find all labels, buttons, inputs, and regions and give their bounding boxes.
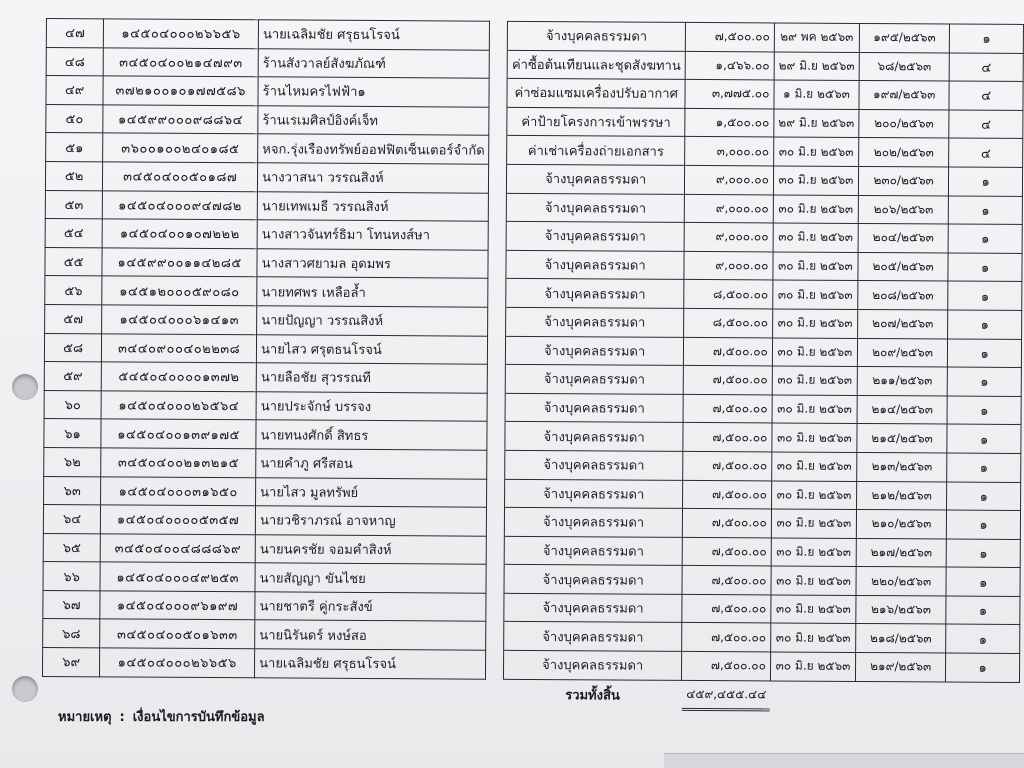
- reason-code: ๑: [947, 453, 1021, 482]
- document-number: ๑๙๗/๒๕๖๓: [859, 81, 950, 110]
- item-description: ค่าซื้อต้นเทียนและชุดสังฆทาน: [507, 50, 685, 80]
- binder-hole-bottom: [12, 676, 38, 702]
- document-number: ๒๐๙/๒๕๖๓: [857, 338, 948, 367]
- document-number: ๒๑๒/๒๕๖๓: [856, 481, 947, 510]
- item-description: จ้างบุคคลธรรมดา: [506, 221, 684, 251]
- tax-id: ๑๔๕๐๔๐๐๐๙๔๗๘๒: [102, 190, 257, 220]
- row-number: ๕๔: [45, 219, 102, 248]
- date: ๒๙ พค ๒๕๖๓: [774, 23, 859, 52]
- item-description: จ้างบุคคลธรรมดา: [504, 536, 682, 566]
- column-gap: [488, 364, 506, 393]
- column-gap: [489, 107, 507, 136]
- tax-id: ๑๔๕๐๔๐๐๐๒๖๕๖๔: [101, 391, 256, 421]
- document-number: ๒๑๐/๒๕๖๓: [856, 510, 947, 539]
- amount: ๑,๕๐๐.๐๐: [685, 108, 774, 137]
- row-number: ๕๒: [45, 161, 102, 190]
- item-description: จ้างบุคคลธรรมดา: [506, 336, 684, 366]
- date: ๓๐ มิ.ย ๒๕๖๓: [771, 538, 856, 567]
- reason-code: ๔: [949, 81, 1023, 110]
- date: ๓๐ มิ.ย ๒๕๖๓: [772, 395, 857, 424]
- date: ๓๐ มิ.ย ๒๕๖๓: [771, 509, 856, 538]
- document-number: ๒๑๓/๒๕๖๓: [857, 452, 948, 481]
- document-number: ๒๓๐/๒๕๖๓: [858, 166, 949, 195]
- vendor-name: นายทศพร เหลือล้ำ: [257, 277, 489, 307]
- row-number: ๔๗: [46, 19, 103, 48]
- column-gap: [488, 336, 506, 365]
- row-number: ๔๙: [46, 76, 103, 105]
- document-number: ๖๘/๒๕๖๓: [859, 52, 950, 81]
- document-number: ๒๐๖/๒๕๖๓: [858, 195, 949, 224]
- vendor-name: นายนิรันดร์ หงษ์สอ: [255, 620, 487, 650]
- row-number: ๖๒: [44, 447, 101, 476]
- vendor-name: นายวชิราภรณ์ อาจหาญ: [255, 506, 487, 536]
- vendor-name: นายคำภู ศรีสอน: [256, 449, 488, 479]
- amount: ๙,๐๐๐.๐๐: [684, 223, 773, 252]
- column-gap: [490, 50, 508, 79]
- vendor-name: นายเทพเมธี วรรณสิงห์: [257, 191, 489, 221]
- row-number: ๕๕: [45, 247, 102, 276]
- document-number: ๒๐๕/๒๕๖๓: [858, 252, 949, 281]
- remark-label: หมายเหตุ: [58, 710, 112, 725]
- tax-id: ๑๔๕๐๔๐๐๑๐๗๒๒๒: [102, 219, 257, 249]
- document-number: ๒๑๑/๒๕๖๓: [857, 367, 948, 396]
- reason-code: ๑: [948, 224, 1022, 253]
- remark-note: [58, 706, 265, 727]
- document-number: ๒๑๔/๒๕๖๓: [857, 395, 948, 424]
- row-number: ๖๖: [43, 562, 100, 591]
- tax-id: ๑๔๕๐๔๐๐๑๓๙๑๗๕: [101, 419, 256, 449]
- date: ๓๐ มิ.ย ๒๕๖๓: [772, 337, 857, 366]
- reason-code: ๑: [950, 24, 1024, 53]
- vendor-name: นายปัญญา วรรณสิงห์: [257, 306, 489, 336]
- vendor-name: นางสาวศยามล อุดมพร: [257, 249, 489, 279]
- vendor-name: นายนครชัย จอมคำสิงห์: [255, 534, 487, 564]
- row-number: ๕๖: [45, 276, 102, 305]
- row-number: ๕๗: [45, 304, 102, 333]
- document-number: ๒๐๗/๒๕๖๓: [857, 309, 948, 338]
- row-number: ๖๘: [43, 619, 100, 648]
- tax-id: ๑๔๕๐๔๐๐๐๔๙๒๕๓: [100, 562, 255, 592]
- amount: ๗,๕๐๐.๐๐: [683, 366, 772, 395]
- row-number: ๕๑: [46, 133, 103, 162]
- item-description: จ้างบุคคลธรรมดา: [504, 650, 682, 680]
- total-label: รวมทั้งสิ้น: [565, 687, 620, 704]
- reason-code: ๑: [948, 253, 1022, 282]
- date: ๓๐ มิ.ย ๒๕๖๓: [772, 452, 857, 481]
- column-gap: [486, 650, 504, 679]
- amount: ๓,๗๗๕.๐๐: [685, 80, 774, 109]
- row-number: ๖๐: [44, 390, 101, 419]
- amount: ๘,๕๐๐.๐๐: [684, 280, 773, 309]
- vendor-name: ร้านสังวาลย์สังฆภัณฑ์: [258, 48, 490, 78]
- amount: ๙,๐๐๐.๐๐: [684, 165, 773, 194]
- vendor-name: นายไสว มูลทรัพย์: [256, 477, 488, 507]
- reason-code: ๑: [946, 624, 1020, 653]
- amount: ๓,๐๐๐.๐๐: [685, 137, 774, 166]
- item-description: จ้างบุคคลธรรมดา: [506, 307, 684, 337]
- reason-code: ๑: [947, 510, 1021, 539]
- reason-code: ๑: [947, 482, 1021, 511]
- column-gap: [487, 507, 505, 536]
- row-number: ๖๙: [42, 648, 99, 677]
- item-description: ค่าป้ายโครงการเข้าพรรษา: [507, 107, 685, 137]
- tax-id: ๓๔๕๐๔๐๐๔๘๘๘๖๙: [100, 534, 255, 564]
- tax-id: ๓๔๕๐๔๐๐๒๑๓๒๑๕: [101, 448, 256, 478]
- document-number: ๒๑๘/๒๕๖๓: [856, 624, 947, 653]
- tax-id: ๓๔๕๐๔๐๐๕๐๑๘๗: [103, 162, 258, 192]
- item-description: จ้างบุคคลธรรมดา: [505, 422, 683, 452]
- item-description: จ้างบุคคลธรรมดา: [504, 622, 682, 652]
- item-description: ค่าเช่าเครื่องถ่ายเอกสาร: [507, 136, 685, 166]
- document-number: ๑๙๕/๒๕๖๓: [859, 23, 950, 52]
- reason-code: ๑: [948, 310, 1022, 339]
- column-gap: [489, 136, 507, 165]
- column-gap: [489, 193, 507, 222]
- remark-text: เงื่อนไขการบันทึกข้อมูล: [132, 710, 265, 725]
- total-amount: ๔๕๙,๔๕๕.๔๔: [681, 680, 770, 710]
- reason-code: ๑: [948, 281, 1022, 310]
- row-number: ๖๔: [43, 505, 100, 534]
- amount: ๗,๕๐๐.๐๐: [683, 451, 772, 480]
- item-description: จ้างบุคคลธรรมดา: [505, 364, 683, 394]
- vendor-name: นางสาวจันทร์ธิมา โทนหงส์ษา: [257, 220, 489, 250]
- document-number: ๒๑๖/๒๕๖๓: [856, 595, 947, 624]
- item-description: จ้างบุคคลธรรมดา: [508, 21, 686, 51]
- item-description: จ้างบุคคลธรรมดา: [504, 593, 682, 623]
- tax-id: ๕๔๕๐๔๐๐๐๐๑๓๗๒: [101, 362, 256, 392]
- amount: ๗,๕๐๐.๐๐: [682, 537, 771, 566]
- reason-code: ๑: [949, 196, 1023, 225]
- amount: ๙,๐๐๐.๐๐: [684, 251, 773, 280]
- row-number: ๖๕: [43, 533, 100, 562]
- column-gap: [487, 422, 505, 451]
- column-gap: [488, 250, 506, 279]
- item-description: จ้างบุคคลธรรมดา: [506, 279, 684, 309]
- row-number: ๔๘: [46, 47, 103, 76]
- tax-id: ๑๔๕๙๙๐๐๐๙๘๘๖๔: [103, 105, 258, 135]
- item-description: ค่าซ่อมแซมเครื่องปรับอากาศ: [507, 79, 685, 109]
- reason-code: ๑: [946, 539, 1020, 568]
- column-gap: [489, 78, 507, 107]
- vendor-name: นายลือชัย สุวรรณที: [256, 363, 488, 393]
- document-number: ๒๐๘/๒๕๖๓: [858, 281, 949, 310]
- amount: ๗,๕๐๐.๐๐: [685, 22, 774, 51]
- row-number: ๖๗: [43, 590, 100, 619]
- item-description: จ้างบุคคลธรรมดา: [505, 450, 683, 480]
- row-number: ๕๙: [44, 362, 101, 391]
- reason-code: ๑: [947, 396, 1021, 425]
- document-number: ๒๒๐/๒๕๖๓: [856, 567, 947, 596]
- document-number: ๒๑๙/๒๕๖๓: [855, 653, 946, 682]
- vendor-name: นายเฉลิมชัย ศรุธนโรจน์: [255, 649, 487, 679]
- row-number: ๖๓: [44, 476, 101, 505]
- column-gap: [488, 393, 506, 422]
- column-gap: [488, 307, 506, 336]
- date: ๓๐ มิ.ย ๒๕๖๓: [771, 595, 856, 624]
- vendor-name: นายประจักษ์ บรรจง: [256, 392, 488, 422]
- date: ๓๐ มิ.ย ๒๕๖๓: [770, 652, 855, 681]
- item-description: จ้างบุคคลธรรมดา: [505, 507, 683, 537]
- amount: ๗,๕๐๐.๐๐: [683, 480, 772, 509]
- document-number: ๒๑๗/๒๕๖๓: [856, 538, 947, 567]
- reason-code: ๑: [948, 339, 1022, 368]
- tax-id: ๓๗๒๑๐๐๑๐๑๗๗๕๘๖: [103, 76, 258, 106]
- reason-code: ๑: [946, 567, 1020, 596]
- item-description: จ้างบุคคลธรรมดา: [507, 164, 685, 194]
- vendor-name: ร้านไหมครไฟฟ้า๑: [258, 77, 490, 107]
- binder-hole-top: [12, 374, 38, 400]
- tax-id: ๓๔๔๐๙๐๐๔๐๒๒๓๘: [102, 333, 257, 363]
- date: ๓๐ มิ.ย ๒๕๖๓: [773, 195, 858, 224]
- tax-id: ๑๔๕๐๔๐๐๐๒๖๖๕๖: [100, 648, 255, 678]
- vendor-name: นายชาตรี คู่กระสังข์: [255, 592, 487, 622]
- date: ๓๐ มิ.ย ๒๕๖๓: [773, 252, 858, 281]
- row-number: ๕๘: [44, 333, 101, 362]
- document-number: ๒๐๔/๒๕๖๓: [858, 224, 949, 253]
- reason-code: ๑: [946, 653, 1020, 682]
- amount: ๗,๕๐๐.๐๐: [682, 623, 771, 652]
- tax-id: ๑๔๕๐๔๐๐๐๐๕๓๕๗: [101, 505, 256, 535]
- document-number: ๒๐๐/๒๕๖๓: [859, 109, 950, 138]
- reason-code: ๔: [949, 138, 1023, 167]
- amount: ๗,๕๐๐.๐๐: [683, 423, 772, 452]
- item-description: จ้างบุคคลธรรมดา: [505, 479, 683, 509]
- amount: ๑,๔๖๖.๐๐: [685, 51, 774, 80]
- row-number: ๖๑: [44, 419, 101, 448]
- vendor-name: นายเฉลิมชัย ศรุธนโรจน์: [258, 20, 490, 50]
- amount: ๗,๕๐๐.๐๐: [683, 337, 772, 366]
- reason-code: ๑: [946, 596, 1020, 625]
- date: ๓๐ มิ.ย ๒๕๖๓: [773, 166, 858, 195]
- column-gap: [490, 21, 508, 50]
- reason-code: ๔: [949, 53, 1023, 82]
- date: ๓๐ มิ.ย ๒๕๖๓: [774, 137, 859, 166]
- procurement-table: [42, 18, 1024, 713]
- amount: ๗,๕๐๐.๐๐: [682, 566, 771, 595]
- date: ๓๐ มิ.ย ๒๕๖๓: [772, 366, 857, 395]
- date: ๑ มิ.ย ๒๕๖๓: [774, 80, 859, 109]
- date: ๓๐ มิ.ย ๒๕๖๓: [773, 280, 858, 309]
- amount: ๗,๕๐๐.๐๐: [682, 651, 771, 680]
- column-gap: [486, 564, 504, 593]
- date: ๒๙ มิ.ย ๒๕๖๓: [774, 52, 859, 81]
- column-gap: [487, 479, 505, 508]
- amount: ๘,๕๐๐.๐๐: [684, 308, 773, 337]
- document-number: ๒๑๕/๒๕๖๓: [857, 424, 948, 453]
- tax-id: ๓๖๐๐๑๐๐๒๔๐๑๘๕: [103, 133, 258, 163]
- date: ๒๙ มิ.ย ๒๕๖๓: [774, 109, 859, 138]
- remark-colon: :: [119, 710, 125, 725]
- amount: ๗,๕๐๐.๐๐: [682, 594, 771, 623]
- reason-code: ๑: [949, 167, 1023, 196]
- item-description: จ้างบุคคลธรรมดา: [507, 193, 685, 223]
- column-gap: [489, 221, 507, 250]
- tax-id: ๑๔๕๙๙๐๐๑๑๔๒๘๕: [102, 248, 257, 278]
- tax-id: ๑๔๕๐๔๐๐๐๒๖๖๕๖: [104, 19, 259, 49]
- column-gap: [486, 622, 504, 651]
- vendor-name: ร้านเรเมศิลป์อิงค์เจ็ท: [258, 106, 490, 136]
- item-description: จ้างบุคคลธรรมดา: [505, 393, 683, 423]
- document-number: ๒๐๒/๒๕๖๓: [859, 138, 950, 167]
- tax-id: ๑๔๕๑๒๐๐๐๕๙๐๘๐: [102, 276, 257, 306]
- vendor-name: นายทนงศักดิ์ สิทธร: [256, 420, 488, 450]
- date: ๓๐ มิ.ย ๒๕๖๓: [772, 309, 857, 338]
- tax-id: ๓๔๕๐๔๐๐๕๐๑๖๓๓: [100, 619, 255, 649]
- row-number: ๕๐: [46, 104, 103, 133]
- item-description: จ้างบุคคลธรรมดา: [506, 250, 684, 280]
- vendor-name: นายสัญญา ขันไชย: [255, 563, 487, 593]
- tax-id: ๑๔๕๐๔๐๐๐๓๑๖๕๐: [101, 476, 256, 506]
- column-gap: [487, 536, 505, 565]
- date: ๓๐ มิ.ย ๒๕๖๓: [771, 623, 856, 652]
- date: ๓๐ มิ.ย ๒๕๖๓: [772, 423, 857, 452]
- reason-code: ๑: [947, 424, 1021, 453]
- amount: ๙,๐๐๐.๐๐: [684, 194, 773, 223]
- reason-code: ๔: [949, 110, 1023, 139]
- date: ๓๐ มิ.ย ๒๕๖๓: [773, 223, 858, 252]
- amount: ๗,๕๐๐.๐๐: [683, 394, 772, 423]
- date: ๓๐ มิ.ย ๒๕๖๓: [771, 566, 856, 595]
- date: ๓๐ มิ.ย ๒๕๖๓: [771, 480, 856, 509]
- column-gap: [488, 279, 506, 308]
- tax-id: ๓๔๕๐๔๐๐๒๑๔๗๙๓: [103, 47, 258, 77]
- item-description: จ้างบุคคลธรรมดา: [504, 565, 682, 595]
- column-gap: [487, 450, 505, 479]
- row-number: ๕๓: [45, 190, 102, 219]
- reason-code: ๑: [948, 367, 1022, 396]
- tax-id: ๑๔๕๐๔๐๐๐๖๑๔๑๓: [102, 305, 257, 335]
- column-gap: [489, 164, 507, 193]
- vendor-name: นายไสว ศรุตธนโรจน์: [256, 334, 488, 364]
- vendor-name: หจก.รุ่งเรืองทรัพย์ออฟฟิตเซ็นเตอร์จำกัด: [258, 134, 490, 164]
- column-gap: [486, 593, 504, 622]
- tax-id: ๑๔๕๐๔๐๐๐๙๖๑๙๗: [100, 591, 255, 621]
- vendor-name: นางวาสนา วรรณสิงห์: [258, 163, 490, 193]
- table-body: [42, 19, 1023, 683]
- underlying-page-edge: [664, 753, 1024, 768]
- amount: ๗,๕๐๐.๐๐: [682, 508, 771, 537]
